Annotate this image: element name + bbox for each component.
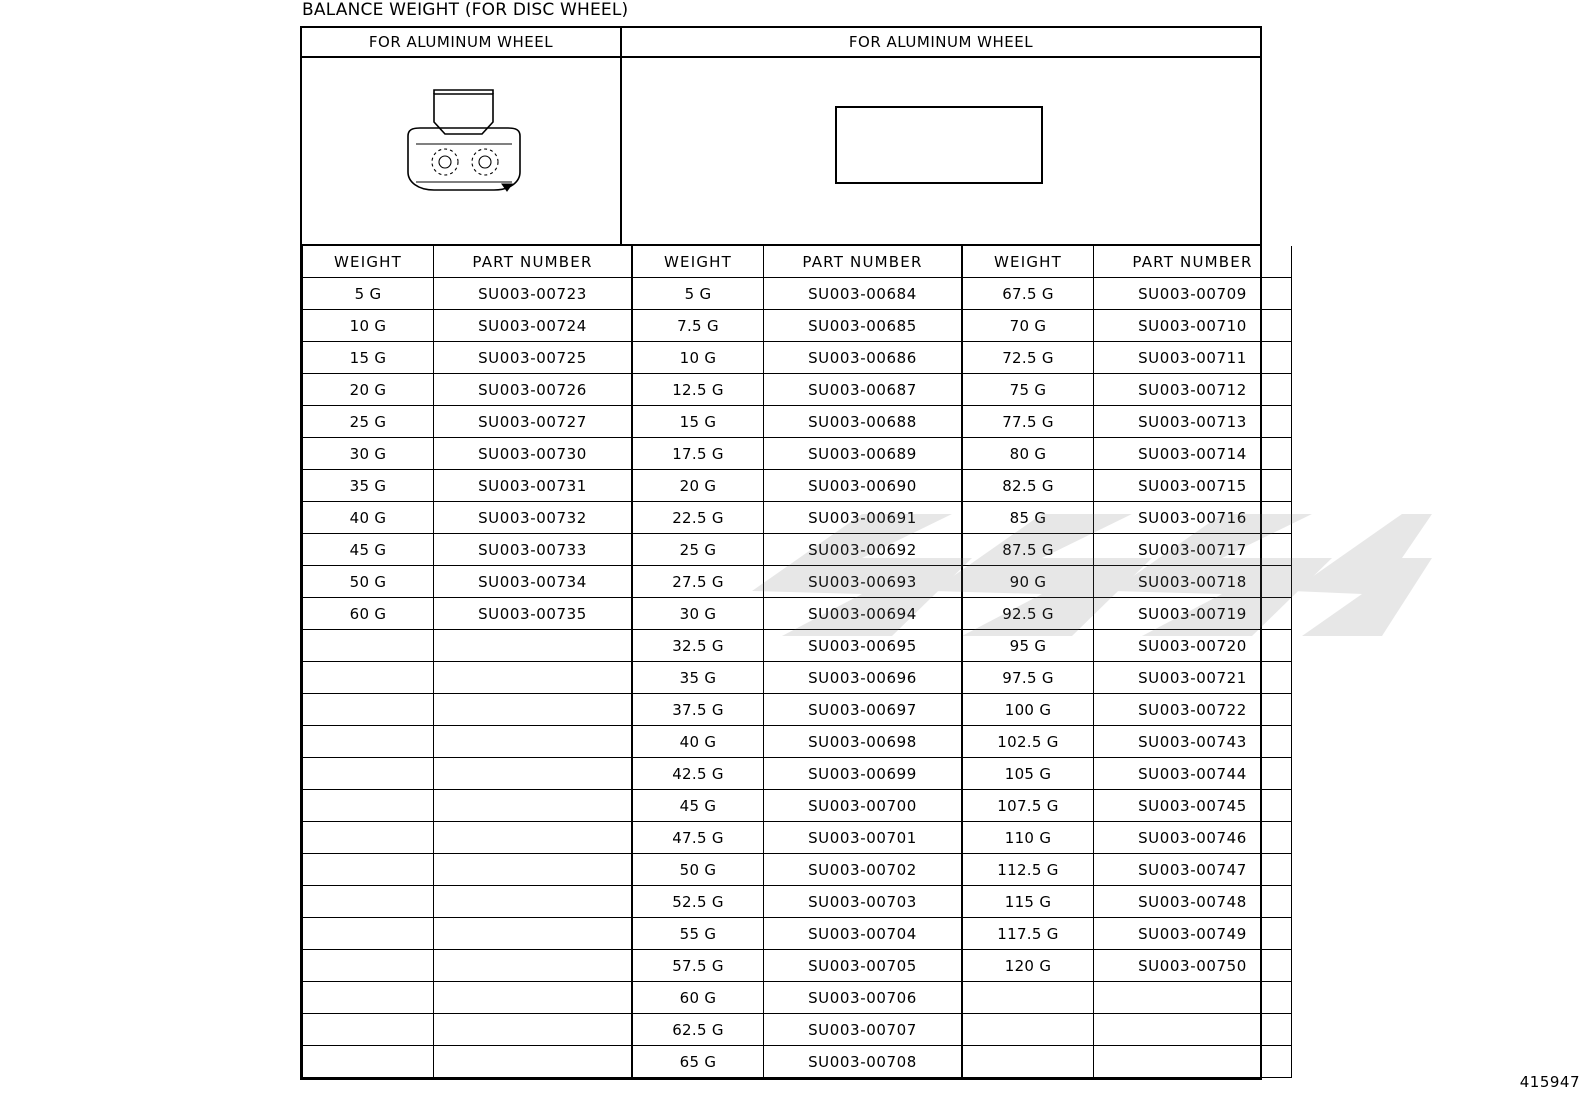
cell-weight-3: 80 G	[962, 438, 1094, 470]
cell-weight-2: 57.5 G	[632, 950, 764, 982]
cell-weight-3	[962, 1046, 1094, 1078]
cell-part-number-1: SU003-00735	[434, 598, 633, 630]
table-row	[303, 1046, 1292, 1078]
cell-part-number-3: SU003-00721	[1094, 662, 1292, 694]
cell-part-number-3: SU003-00711	[1094, 342, 1292, 374]
cell-weight-2: 37.5 G	[632, 694, 764, 726]
cell-part-number-3: SU003-00716	[1094, 502, 1292, 534]
cell-weight-3: 67.5 G	[962, 278, 1094, 310]
cell-part-number-1	[434, 950, 633, 982]
cell-part-number-3: SU003-00722	[1094, 694, 1292, 726]
cell-weight-2: 12.5 G	[632, 374, 764, 406]
cell-weight-2: 15 G	[632, 406, 764, 438]
cell-weight-3	[962, 1014, 1094, 1046]
cell-part-number-1: SU003-00725	[434, 342, 633, 374]
cell-part-number-1: SU003-00727	[434, 406, 633, 438]
cell-weight-1: 45 G	[303, 534, 434, 566]
cell-weight-3: 95 G	[962, 630, 1094, 662]
table-row	[303, 630, 1292, 662]
table-row	[303, 1014, 1292, 1046]
cell-weight-1	[303, 758, 434, 790]
cell-part-number-1	[434, 854, 633, 886]
figure-row	[302, 58, 1260, 246]
cell-part-number-1	[434, 790, 633, 822]
cell-weight-3: 115 G	[962, 886, 1094, 918]
page-title: BALANCE WEIGHT (FOR DISC WHEEL)	[302, 0, 629, 20]
cell-weight-1: 5 G	[303, 278, 434, 310]
adhesive-balance-weight-icon	[835, 106, 1043, 184]
cell-part-number-1	[434, 918, 633, 950]
cell-weight-2: 22.5 G	[632, 502, 764, 534]
cell-weight-2: 50 G	[632, 854, 764, 886]
table-row	[303, 374, 1292, 406]
cell-part-number-1	[434, 662, 633, 694]
cell-part-number-3: SU003-00720	[1094, 630, 1292, 662]
cell-part-number-2: SU003-00701	[764, 822, 963, 854]
cell-part-number-2: SU003-00688	[764, 406, 963, 438]
cell-part-number-2: SU003-00690	[764, 470, 963, 502]
figure-number: 415947	[1519, 1073, 1580, 1091]
cell-weight-2: 65 G	[632, 1046, 764, 1078]
table-row	[303, 278, 1292, 310]
cell-weight-1	[303, 694, 434, 726]
cell-weight-3: 87.5 G	[962, 534, 1094, 566]
cell-weight-2: 42.5 G	[632, 758, 764, 790]
cell-weight-3: 105 G	[962, 758, 1094, 790]
cell-weight-3: 92.5 G	[962, 598, 1094, 630]
cell-part-number-1: SU003-00733	[434, 534, 633, 566]
cell-weight-1	[303, 630, 434, 662]
cell-part-number-2: SU003-00704	[764, 918, 963, 950]
cell-part-number-1: SU003-00734	[434, 566, 633, 598]
table-row	[303, 950, 1292, 982]
table-row	[303, 342, 1292, 374]
cell-weight-1: 40 G	[303, 502, 434, 534]
cell-weight-2: 20 G	[632, 470, 764, 502]
clip-on-balance-weight-icon	[390, 86, 540, 216]
header-right-aluminum-wheel: FOR ALUMINUM WHEEL	[848, 33, 1034, 51]
cell-weight-2: 62.5 G	[632, 1014, 764, 1046]
cell-part-number-3	[1094, 982, 1292, 1014]
cell-part-number-3: SU003-00748	[1094, 886, 1292, 918]
cell-weight-3: 72.5 G	[962, 342, 1094, 374]
cell-weight-1	[303, 918, 434, 950]
col-header-part-3: PART NUMBER	[1094, 246, 1292, 278]
cell-weight-3: 110 G	[962, 822, 1094, 854]
cell-part-number-3: SU003-00719	[1094, 598, 1292, 630]
cell-part-number-2: SU003-00692	[764, 534, 963, 566]
table-row	[303, 790, 1292, 822]
cell-weight-2: 10 G	[632, 342, 764, 374]
cell-part-number-2: SU003-00700	[764, 790, 963, 822]
table-header-row	[303, 246, 1292, 278]
cell-part-number-2: SU003-00694	[764, 598, 963, 630]
table-row	[303, 438, 1292, 470]
cell-weight-3: 112.5 G	[962, 854, 1094, 886]
cell-part-number-2: SU003-00695	[764, 630, 963, 662]
cell-part-number-1	[434, 758, 633, 790]
cell-part-number-2: SU003-00686	[764, 342, 963, 374]
cell-part-number-3: SU003-00744	[1094, 758, 1292, 790]
cell-part-number-2: SU003-00693	[764, 566, 963, 598]
cell-part-number-1: SU003-00732	[434, 502, 633, 534]
cell-weight-1: 30 G	[303, 438, 434, 470]
cell-weight-1	[303, 822, 434, 854]
cell-weight-3: 97.5 G	[962, 662, 1094, 694]
cell-part-number-2: SU003-00702	[764, 854, 963, 886]
header-left-aluminum-wheel: FOR ALUMINUM WHEEL	[302, 28, 622, 56]
col-header-weight-1: WEIGHT	[303, 246, 434, 278]
cell-part-number-3: SU003-00715	[1094, 470, 1292, 502]
table-row	[303, 822, 1292, 854]
cell-part-number-3	[1094, 1014, 1292, 1046]
cell-weight-1: 35 G	[303, 470, 434, 502]
table-row	[303, 662, 1292, 694]
cell-weight-1	[303, 790, 434, 822]
cell-weight-2: 52.5 G	[632, 886, 764, 918]
table-row	[303, 918, 1292, 950]
cell-weight-2: 40 G	[632, 726, 764, 758]
balance-weight-table	[302, 246, 1292, 1078]
figure-cell-adhesive-weight	[622, 58, 1260, 244]
table-row	[303, 310, 1292, 342]
cell-part-number-1: SU003-00731	[434, 470, 633, 502]
cell-part-number-3: SU003-00713	[1094, 406, 1292, 438]
cell-part-number-2: SU003-00684	[764, 278, 963, 310]
table-row	[303, 534, 1292, 566]
cell-weight-1: 60 G	[303, 598, 434, 630]
cell-part-number-2: SU003-00706	[764, 982, 963, 1014]
table-row	[303, 726, 1292, 758]
col-header-part-1: PART NUMBER	[434, 246, 633, 278]
cell-weight-1: 15 G	[303, 342, 434, 374]
cell-weight-2: 17.5 G	[632, 438, 764, 470]
cell-weight-1: 25 G	[303, 406, 434, 438]
cell-weight-2: 25 G	[632, 534, 764, 566]
cell-part-number-1	[434, 1014, 633, 1046]
cell-weight-3: 100 G	[962, 694, 1094, 726]
cell-weight-3: 82.5 G	[962, 470, 1094, 502]
cell-weight-1	[303, 854, 434, 886]
cell-weight-1	[303, 1014, 434, 1046]
cell-weight-1	[303, 662, 434, 694]
cell-part-number-1	[434, 982, 633, 1014]
cell-part-number-1: SU003-00730	[434, 438, 633, 470]
table-body	[303, 278, 1292, 1078]
table-row	[303, 982, 1292, 1014]
cell-part-number-3: SU003-00712	[1094, 374, 1292, 406]
cell-weight-1	[303, 1046, 434, 1078]
cell-part-number-2: SU003-00703	[764, 886, 963, 918]
cell-part-number-2: SU003-00699	[764, 758, 963, 790]
table-row	[303, 886, 1292, 918]
col-header-weight-3: WEIGHT	[962, 246, 1094, 278]
cell-part-number-3: SU003-00747	[1094, 854, 1292, 886]
cell-part-number-1	[434, 630, 633, 662]
cell-part-number-2: SU003-00689	[764, 438, 963, 470]
cell-part-number-1: SU003-00723	[434, 278, 633, 310]
col-header-weight-2: WEIGHT	[632, 246, 764, 278]
cell-weight-1	[303, 982, 434, 1014]
cell-part-number-3: SU003-00743	[1094, 726, 1292, 758]
cell-weight-1: 50 G	[303, 566, 434, 598]
col-header-part-2: PART NUMBER	[764, 246, 963, 278]
table-row	[303, 566, 1292, 598]
cell-part-number-2: SU003-00698	[764, 726, 963, 758]
table-row	[303, 598, 1292, 630]
cell-part-number-1	[434, 886, 633, 918]
cell-part-number-3: SU003-00718	[1094, 566, 1292, 598]
cell-weight-3: 77.5 G	[962, 406, 1094, 438]
cell-part-number-3	[1094, 1046, 1292, 1078]
cell-weight-3: 70 G	[962, 310, 1094, 342]
cell-part-number-1	[434, 1046, 633, 1078]
cell-weight-2: 27.5 G	[632, 566, 764, 598]
cell-weight-3: 107.5 G	[962, 790, 1094, 822]
header-row	[302, 28, 1260, 58]
cell-part-number-3: SU003-00717	[1094, 534, 1292, 566]
cell-weight-1: 20 G	[303, 374, 434, 406]
cell-weight-2: 32.5 G	[632, 630, 764, 662]
cell-part-number-1	[434, 822, 633, 854]
cell-part-number-3: SU003-00746	[1094, 822, 1292, 854]
cell-weight-1	[303, 726, 434, 758]
cell-part-number-2: SU003-00708	[764, 1046, 963, 1078]
table-row	[303, 470, 1292, 502]
cell-weight-1	[303, 886, 434, 918]
cell-part-number-3: SU003-00750	[1094, 950, 1292, 982]
cell-weight-3: 117.5 G	[962, 918, 1094, 950]
table-row	[303, 758, 1292, 790]
cell-part-number-1: SU003-00726	[434, 374, 633, 406]
cell-part-number-2: SU003-00691	[764, 502, 963, 534]
table-row	[303, 854, 1292, 886]
cell-part-number-2: SU003-00687	[764, 374, 963, 406]
cell-weight-2: 30 G	[632, 598, 764, 630]
cell-part-number-1	[434, 726, 633, 758]
cell-weight-2: 45 G	[632, 790, 764, 822]
figure-cell-clip-weight	[302, 58, 622, 244]
cell-weight-3: 120 G	[962, 950, 1094, 982]
table-row	[303, 694, 1292, 726]
cell-weight-2: 55 G	[632, 918, 764, 950]
cell-part-number-2: SU003-00685	[764, 310, 963, 342]
balance-weight-sheet	[300, 26, 1262, 1080]
cell-part-number-2: SU003-00707	[764, 1014, 963, 1046]
cell-part-number-3: SU003-00710	[1094, 310, 1292, 342]
cell-part-number-3: SU003-00709	[1094, 278, 1292, 310]
cell-part-number-2: SU003-00705	[764, 950, 963, 982]
cell-weight-2: 5 G	[632, 278, 764, 310]
cell-weight-2: 7.5 G	[632, 310, 764, 342]
cell-weight-2: 60 G	[632, 982, 764, 1014]
cell-weight-3: 102.5 G	[962, 726, 1094, 758]
cell-weight-2: 35 G	[632, 662, 764, 694]
cell-part-number-2: SU003-00697	[764, 694, 963, 726]
cell-weight-3: 75 G	[962, 374, 1094, 406]
cell-part-number-1	[434, 694, 633, 726]
table-row	[303, 502, 1292, 534]
cell-part-number-3: SU003-00745	[1094, 790, 1292, 822]
cell-weight-1	[303, 950, 434, 982]
cell-weight-1: 10 G	[303, 310, 434, 342]
cell-weight-2: 47.5 G	[632, 822, 764, 854]
cell-weight-3: 85 G	[962, 502, 1094, 534]
cell-part-number-2: SU003-00696	[764, 662, 963, 694]
cell-weight-3	[962, 982, 1094, 1014]
cell-weight-3: 90 G	[962, 566, 1094, 598]
table-row	[303, 406, 1292, 438]
cell-part-number-3: SU003-00714	[1094, 438, 1292, 470]
cell-part-number-3: SU003-00749	[1094, 918, 1292, 950]
cell-part-number-1: SU003-00724	[434, 310, 633, 342]
